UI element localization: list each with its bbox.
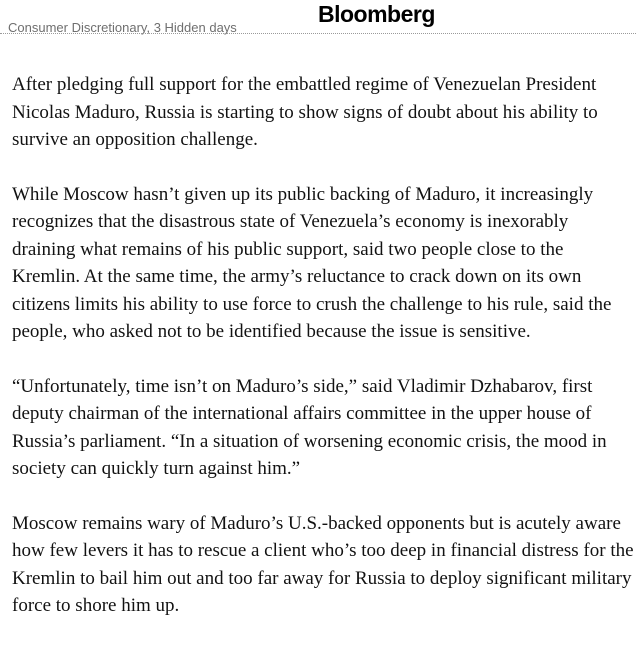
article-paragraph: Moscow remains wary of Maduro’s U.S.-backed opponents but is acutely aware how few levers it has to rescue a client who’s too deep in financial distress for the Kremlin to bail him out and too far away for Russia to deploy significant military force to shore him up. xyxy=(12,512,634,616)
cutoff-caption-text: Consumer Discretionary, 3 Hidden days xyxy=(8,20,237,35)
bloomberg-logo[interactable]: Bloomberg xyxy=(318,1,435,27)
article-paragraph: “Unfortunately, time isn’t on Maduro’s side,” said Vladimir Dzhabarov, first deputy chairman of the international affairs committee in the upper house of Russia’s parliament. “In a situation of worsening economic crisis, the mood in society can quickly turn against him.” xyxy=(12,375,607,479)
article-paragraph: While Moscow hasn’t given up its public backing of Maduro, it increasingly recognizes that the disastrous state of Venezuela’s economy is inexorably draining what remains of his public support, said two people close to the Kremlin. At the same time, the army’s reluctance to crack down on its own citizens limits his ability to use force to crush the challenge to his rule, said the people, who asked not to be identified because the issue is sensitive. xyxy=(12,183,612,342)
header-divider xyxy=(0,33,636,34)
article-body xyxy=(12,71,634,647)
article-paragraph: After pledging full support for the embattled regime of Venezuelan President Nicolas Maduro, Russia is starting to show signs of doubt about his ability to survive an opposition challenge. xyxy=(12,74,598,150)
